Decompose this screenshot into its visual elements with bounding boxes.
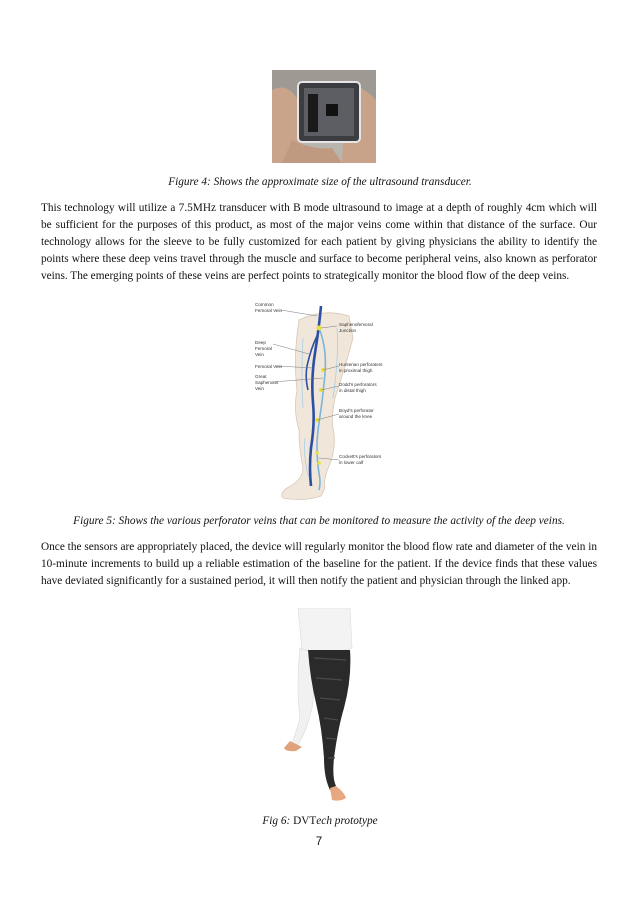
label-common-femoral-1: Common: [255, 302, 274, 307]
saphenofemoral-junction-marker: [317, 326, 322, 331]
transducer-photo: [272, 70, 376, 163]
label-common-femoral-2: Femoral Vein: [255, 308, 283, 313]
fig6-caption-italic-2: ech prototype: [316, 815, 378, 827]
label-cocketts-2: in lower calf: [339, 460, 364, 465]
label-dodds-1: Dodd's perforators: [339, 382, 377, 387]
label-saphenofemoral-2: Junction: [339, 328, 357, 333]
label-deep-femoral-3: Vein: [255, 352, 264, 357]
figure-6-caption: [180, 815, 460, 827]
cocketts-marker-1: [315, 451, 319, 455]
label-boyds-1: Boyd's perforator: [339, 408, 374, 413]
label-great-saphenous-3: Vein: [255, 386, 264, 391]
figure-4-caption: Figure 4: Shows the approximate size of the ultrasound transducer.: [168, 176, 472, 188]
figure-5-caption: Figure 5: Shows the various perforator veins that can be monitored to measure the activity of the deep veins.: [73, 515, 565, 527]
fig6-caption-upright: DVT: [293, 815, 317, 827]
label-great-saphenous-1: Great: [255, 374, 267, 379]
fig6-caption-italic-1: Fig 6:: [262, 815, 291, 827]
page-number: 7: [315, 836, 323, 848]
label-saphenofemoral-1: Saphenofemoral: [339, 322, 373, 327]
label-cocketts-1: Cockett's perforators: [339, 454, 382, 459]
leg-vein-diagram: [253, 298, 403, 503]
body-paragraph-1: This technology will utilize a 7.5MHz transducer with B mode ultrasound to image at a depth of roughly 4cm which will be sufficient for the purposes of this product, as most of the major veins come within that distance of the surface. Our technology allows for the sleeve to be fully customized for each patient by giving physicians the ability to identify the points where these deep veins travel through the muscle and surface to become peripheral veins, also known as perforator veins. The emerging points of these veins are perfect points to strategically monitor the blood flow of the deep veins.: [41, 202, 597, 282]
prototype-photo: [280, 608, 370, 808]
label-hunterian-1: Hunterian perforators: [339, 362, 383, 367]
body-paragraph-2: Once the sensors are appropriately placed, the device will regularly monitor the blood flow rate and diameter of the vein in 10-minute increments to build up a reliable estimation of the baseline for the patient. If the device finds that these values have deviated significantly for a sustained period, it will then notify the patient and physician through the linked app.: [41, 541, 597, 587]
label-hunterian-2: in proximal thigh: [339, 368, 373, 373]
label-boyds-2: around the knee: [339, 414, 373, 419]
label-dodds-2: in distal thigh: [339, 388, 366, 393]
label-femoral-vein: Femoral Vein: [255, 364, 283, 369]
label-great-saphenous-2: Saphenous: [255, 380, 279, 385]
label-deep-femoral-1: Deep: [255, 340, 266, 345]
cocketts-marker-2: [317, 461, 321, 465]
label-deep-femoral-2: Femoral: [255, 346, 272, 351]
